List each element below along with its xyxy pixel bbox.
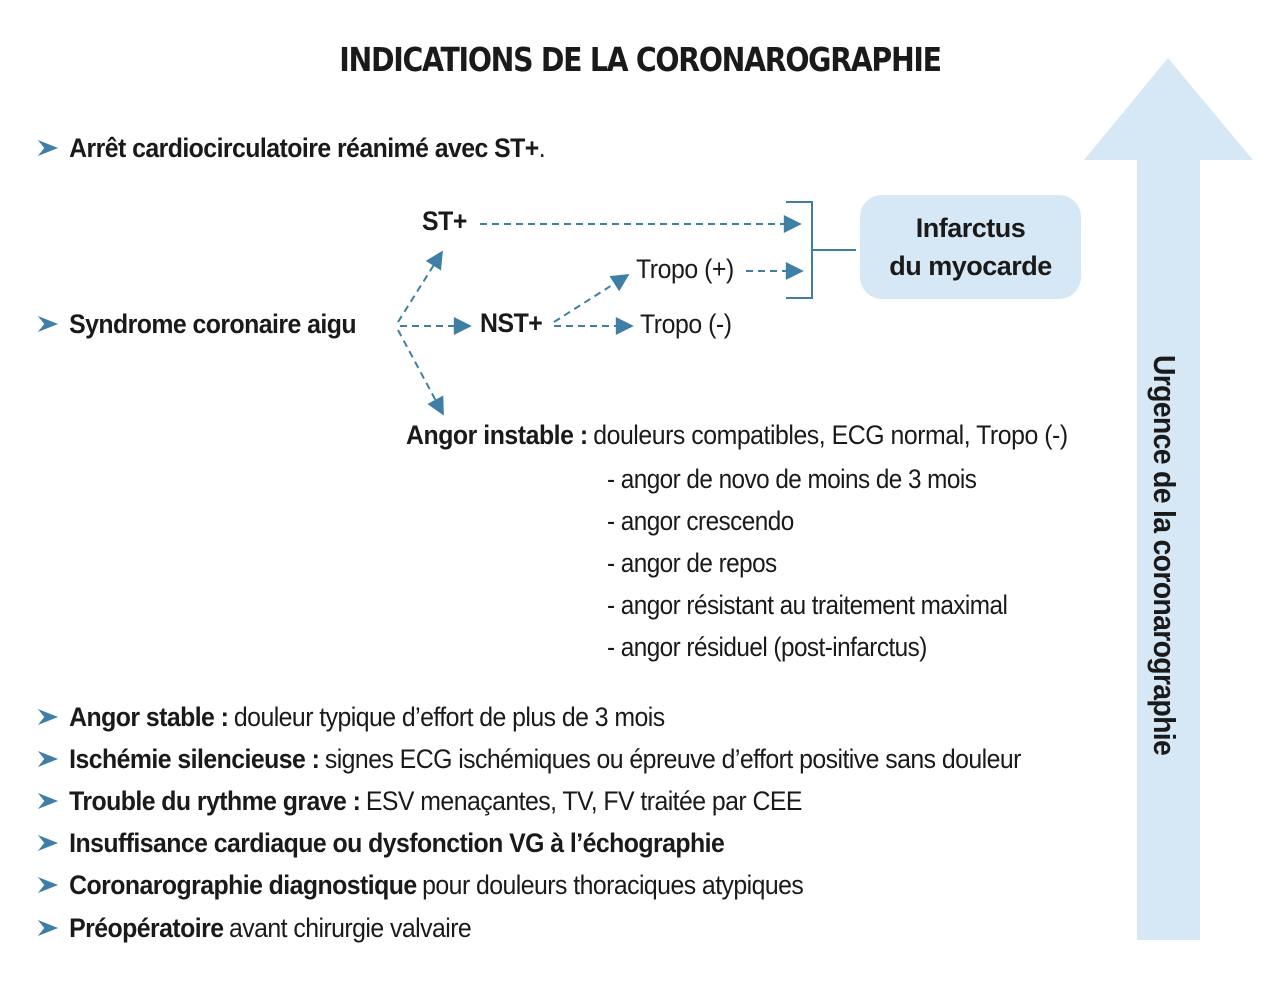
list-item: - angor résiduel (post-infarctus): [607, 632, 927, 662]
infarctus-line1: Infarctus: [915, 213, 1026, 243]
item-rest-text: pour douleurs thoraciques atypiques: [422, 869, 804, 900]
chevron-right-icon: [36, 137, 62, 159]
item-rest-text: avant chirurgie valvaire: [228, 912, 472, 943]
item-arret-cardio: [36, 130, 545, 166]
urgency-label: Urgence de la coronarographie: [1147, 354, 1182, 756]
item-angor-stable: [36, 699, 665, 735]
infarctus-bracket: [786, 202, 856, 298]
item-bold-text: Arrêt cardiocirculatoire réanimé avec ST+: [69, 132, 539, 163]
item-ischemie-silencieuse: [36, 741, 1021, 777]
node-tropo-negative: Tropo (-): [640, 309, 732, 339]
item-rest-text: .: [538, 132, 546, 163]
item-bold-text: Préopératoire: [69, 912, 224, 943]
arrow-sca-to-angor: [398, 330, 443, 414]
chevron-right-icon: [36, 874, 62, 896]
list-item: - angor de novo de moins de 3 mois: [607, 464, 977, 494]
angor-instable-row: [406, 420, 1068, 451]
chevron-right-icon: [36, 748, 62, 770]
chevron-right-icon: [36, 790, 62, 812]
urgency-label-box: [1140, 312, 1188, 798]
sca-label: Syndrome coronaire aigu: [69, 308, 356, 339]
list-item: - angor résistant au traitement maximal: [607, 590, 1008, 620]
angor-instable-desc: douleurs compatibles, ECG normal, Tropo (-): [593, 420, 1068, 450]
arrow-nst-to-tropo-pos: [554, 275, 628, 322]
item-bold-text: Trouble du rythme grave :: [69, 785, 361, 816]
node-st-plus: ST+: [422, 206, 467, 236]
item-rest-text: signes ECG ischémiques ou épreuve d’effort positive sans douleur: [324, 743, 1021, 774]
item-insuffisance-cardiaque: [36, 825, 730, 861]
node-tropo-positive: Tropo (+): [636, 254, 734, 284]
item-coronarographie-diagnostique: [36, 867, 803, 903]
item-rest-text: douleur typique d’effort de plus de 3 mois: [233, 701, 665, 732]
item-trouble-rythme: [36, 783, 802, 819]
list-item: - angor crescendo: [607, 506, 794, 536]
angor-instable-label: Angor instable :: [406, 420, 588, 450]
item-bold-text: Coronarographie diagnostique: [69, 869, 417, 900]
node-nst-plus: NST+: [480, 308, 543, 338]
infarctus-box: [860, 195, 1081, 299]
page-title: INDICATIONS DE LA CORONAROGRAPHIE: [339, 40, 941, 79]
item-rest-text: ESV menaçantes, TV, FV traitée par CEE: [365, 785, 802, 816]
chevron-right-icon: [36, 706, 62, 728]
infarctus-line2: du myocarde: [889, 251, 1052, 281]
chevron-right-icon: [36, 832, 62, 854]
chevron-right-icon: [36, 313, 62, 335]
item-syndrome-coronaire: [36, 306, 356, 342]
chevron-right-icon: [36, 917, 62, 939]
arrow-sca-to-st: [398, 252, 442, 322]
item-bold-text: Angor stable :: [69, 701, 229, 732]
list-item: - angor de repos: [607, 548, 777, 578]
item-bold-text: Ischémie silencieuse :: [69, 743, 320, 774]
item-preoperatoire: [36, 910, 471, 946]
item-bold-text: Insuffisance cardiaque ou dysfonction VG à l’échographie: [69, 827, 725, 858]
